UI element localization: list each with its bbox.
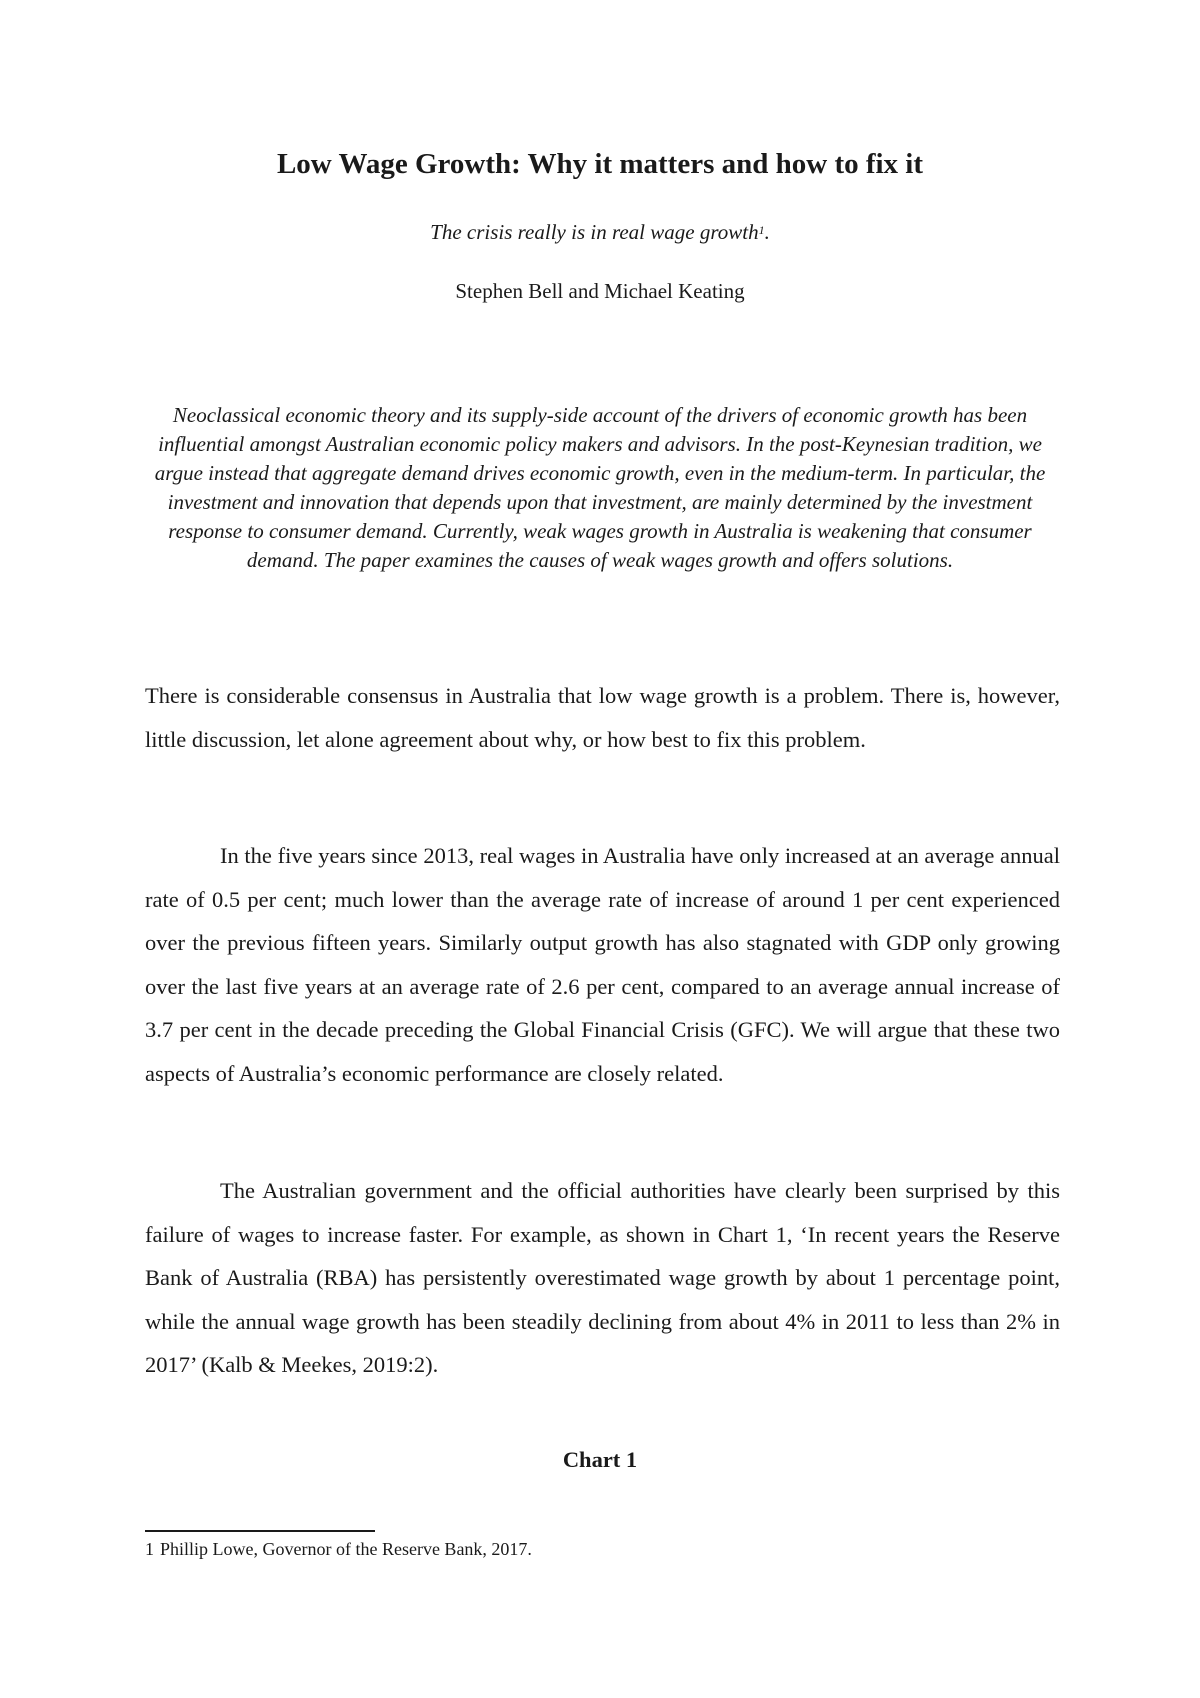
epigraph-end: . — [764, 220, 770, 244]
body-paragraph-3: The Australian government and the official authorities have clearly been surprised by this failure of wages to increase faster. For example, as shown in Chart 1, ‘In recent years the Reserve Bank of Australia (RBA) has persistently overestimated wage growth by about 1 percentage point, while the annual wage growth has been steadily declining from about 4% in 2011 to less than 2% in 2017’ (Kalb & Meekes, 2019:2). — [145, 1178, 1060, 1377]
footnote-number: 1 — [145, 1539, 154, 1559]
paper-title: Low Wage Growth: Why it matters and how to fix it — [276, 148, 924, 180]
footnote-divider — [145, 1530, 375, 1532]
chart-heading: Chart 1 — [562, 1447, 638, 1472]
footnote — [145, 1536, 1060, 1562]
footnote-text: Phillip Lowe, Governor of the Reserve Bank, 2017. — [160, 1539, 532, 1559]
epigraph — [0, 217, 1200, 247]
body-paragraph-2: In the five years since 2013, real wages in Australia have only increased at an average annual rate of 0.5 per cent; much lower than the average rate of increase of around 1 per cent experienced over the previous fifteen years. Similarly output growth has also stagnated with GDP only growing over the last five years at an average rate of 2.6 per cent, compared to an average annual increase of 3.7 per cent in the decade preceding the Global Financial Crisis (GFC). We will argue that these two aspects of Australia’s economic performance are closely related. — [145, 843, 1060, 1086]
epigraph-text: The crisis really is in real wage growth — [430, 220, 759, 244]
author-line: Stephen Bell and Michael Keating — [455, 279, 745, 303]
abstract: Neoclassical economic theory and its supply-side account of the drivers of economic growth has been influential amongst Australian economic policy makers and advisors. In the post-Keynesian tradition, we argue instead that aggregate demand drives economic growth, even in the medium-term. In particular, the investment and innovation that depends upon that investment, are mainly determined by the investment response to consumer demand. Currently, weak wages growth in Australia is weakening that consumer demand. The paper examines the causes of weak wages growth and offers solutions. — [154, 403, 1046, 572]
footnote-reference: 1 — [758, 223, 765, 237]
body-paragraph-1: There is considerable consensus in Australia that low wage growth is a problem. There is, however, little discussion, let alone agreement about why, or how best to fix this problem. — [145, 683, 1060, 752]
